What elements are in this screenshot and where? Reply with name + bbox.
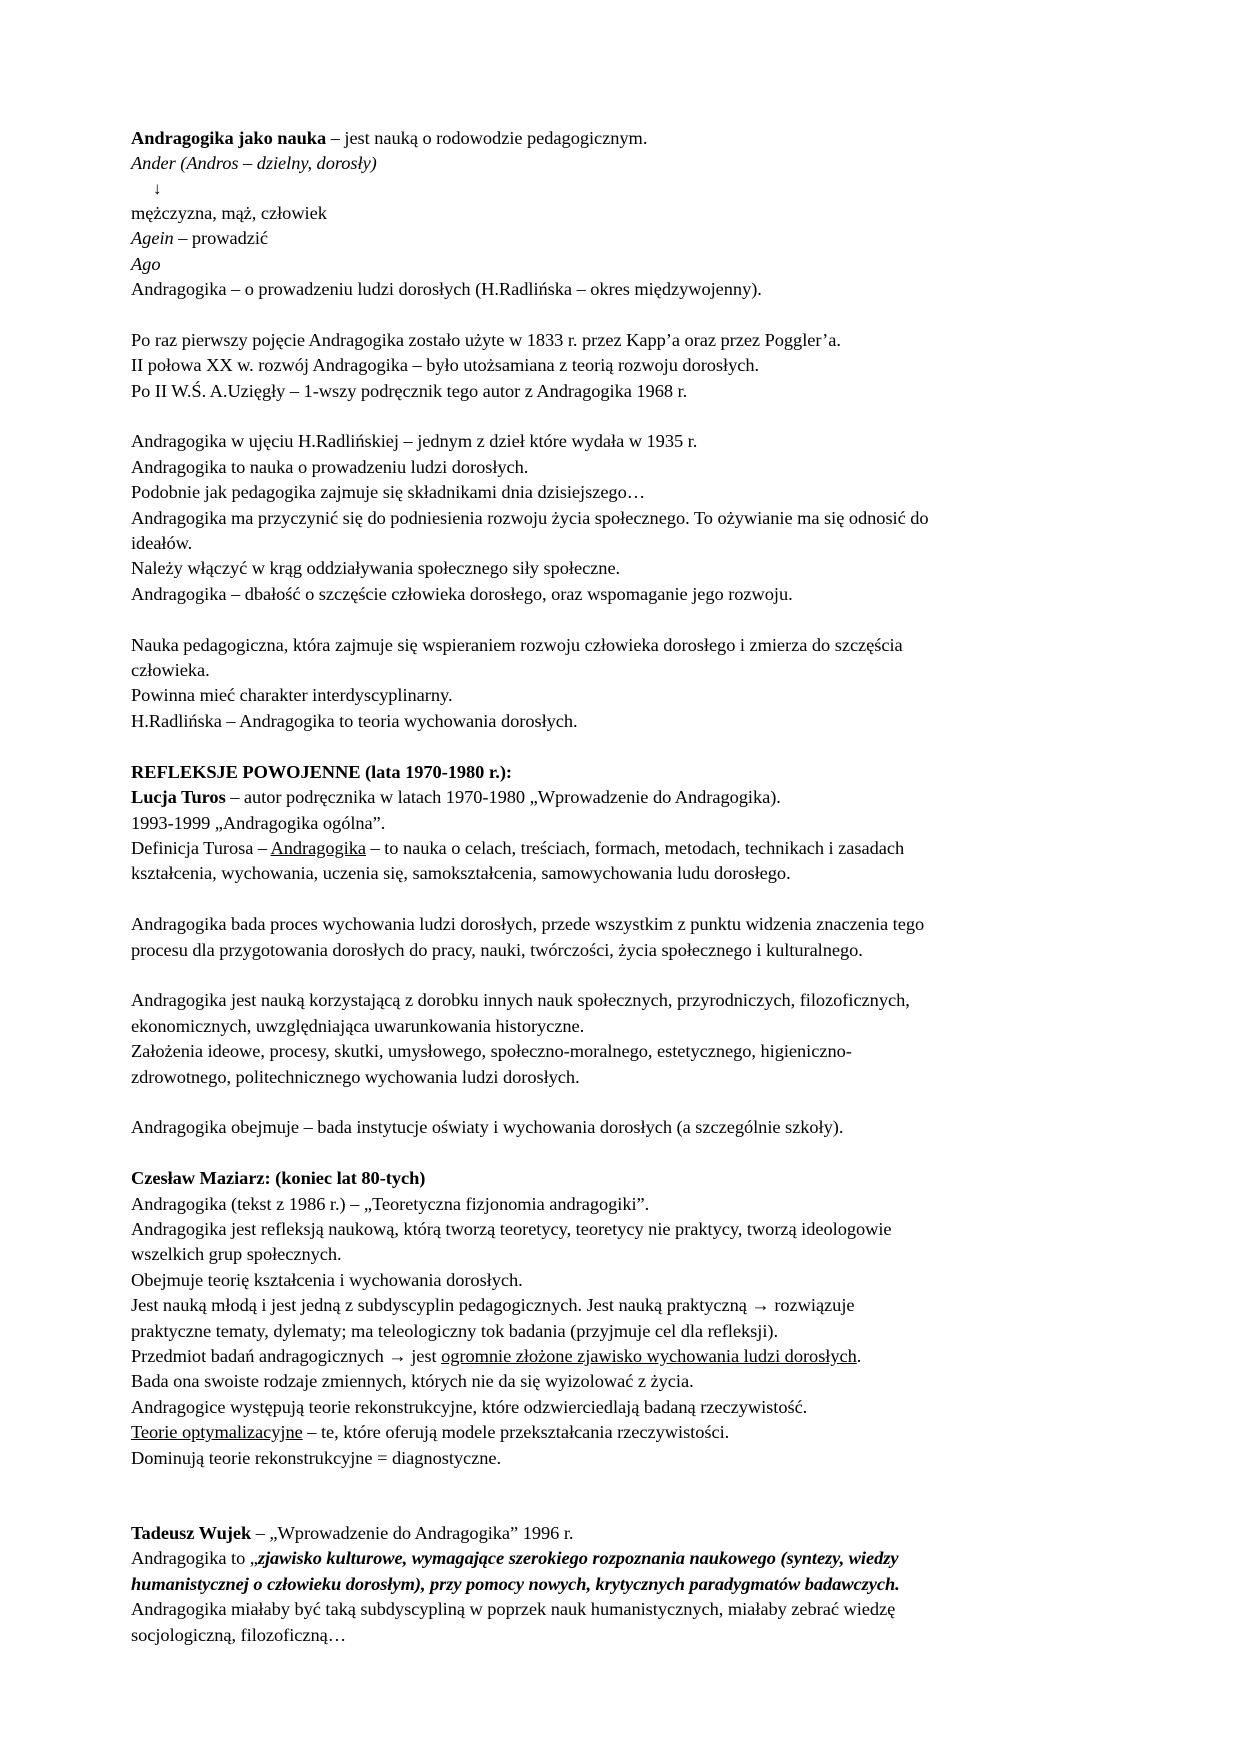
text-span: H.Radlińska – Andragogika to teoria wychowania dorosłych. xyxy=(131,710,578,731)
paragraph-block xyxy=(131,633,937,735)
text-span: Andragogika miałaby być taką subdyscypliną w poprzek nauk humanistycznych, miałaby zebrać wiedzę socjologiczną, filozoficzną… xyxy=(131,1599,900,1645)
paragraph-spacer xyxy=(131,734,937,759)
text-span: Należy włączyć w krąg oddziaływania społecznego siły społeczne. xyxy=(131,558,621,579)
text-line xyxy=(131,201,937,226)
paragraph-spacer xyxy=(131,607,937,632)
text-span: Andragogika w ujęciu H.Radlińskiej – jednym z dzieł które wydała w 1935 r. xyxy=(131,431,698,452)
text-line xyxy=(131,836,937,887)
text-span: REFLEKSJE POWOJENNE (lata 1970-1980 r.): xyxy=(131,761,512,782)
text-span: Andragogika to nauka o prowadzeniu ludzi dorosłych. xyxy=(131,456,529,477)
text-line xyxy=(131,582,937,607)
text-span: Andragogika bada proces wychowania ludzi dorosłych, przede wszystkim z punktu widzenia znaczenia tego procesu dla przygotowania dorosłych do pracy, nauki, twórczości, życia społecznego i kulturalnego. xyxy=(131,914,929,960)
text-span: – dzielny, dorosły) xyxy=(238,153,377,174)
text-line xyxy=(131,1546,937,1597)
text-line xyxy=(131,1369,937,1394)
text-span: . xyxy=(856,1345,862,1366)
text-span: Andragogika jest nauką korzystającą z dorobku innych nauk społecznych, przyrodniczych, filozoficznych, ekonomicznych, uwzględniająca uwarunkowania historyczne. xyxy=(131,990,915,1036)
text-span: Andragogika jest refleksją naukową, którą tworzą teoretycy, teoretycy nie praktycy, tworzą ideologowie wszelkich grup społecznych. xyxy=(131,1218,897,1265)
text-line xyxy=(131,1446,937,1471)
text-line xyxy=(131,811,937,836)
text-span: Andros xyxy=(186,153,239,174)
text-span: Andragogika (tekst z 1986 r.) – „Teoretyczna fizjonomia andragogiki”. xyxy=(131,1193,650,1214)
text-line xyxy=(131,429,937,454)
text-span: Andragogika – o prowadzeniu ludzi dorosłych (H.Radlińska – okres międzywojenny). xyxy=(131,279,762,300)
text-span: Andragogice występują teorie rekonstrukcyjne, które odzwierciedlają badaną rzeczywistość. xyxy=(131,1396,808,1417)
text-line xyxy=(131,353,937,378)
text-span: Andragogika ma przyczynić się do podniesienia rozwoju życia społecznego. To ożywianie ma się odnosić do ideałów. xyxy=(131,507,934,554)
text-span: Dominują teorie rekonstrukcyjne = diagnostyczne. xyxy=(131,1447,502,1468)
paragraph-block xyxy=(131,201,937,303)
text-line xyxy=(131,760,937,785)
down-arrow-icon xyxy=(131,177,937,201)
paragraph-block xyxy=(131,912,937,963)
text-span: Definicja Turosa – xyxy=(131,837,271,858)
text-span: Andragogika obejmuje – bada instytucje oświaty i wychowania dorosłych (a szczególnie szkoły). xyxy=(131,1117,844,1138)
text-line xyxy=(131,988,937,1039)
text-line xyxy=(131,912,937,963)
document-body xyxy=(131,126,937,1648)
text-line xyxy=(131,1268,937,1293)
text-span: Ago xyxy=(131,253,161,274)
text-span: Podobnie jak pedagogika zajmuje się składnikami dnia dzisiejszego… xyxy=(131,482,646,503)
text-span: – to nauka o celach, treściach, formach, metodach, technikach i zasadach kształcenia, wychowania, uczenia się, samokształcenia, samowychowania ludu dorosłego. xyxy=(131,837,909,884)
text-span: Po II W.Ś. A.Uzięgły – 1-wszy podręcznik tego autor z Andragogika 1968 r. xyxy=(131,380,688,401)
text-span: Przedmiot badań andragogicznych → jest xyxy=(131,1345,442,1366)
paragraph-spacer xyxy=(131,963,937,988)
paragraph-block xyxy=(131,328,937,404)
text-line xyxy=(131,480,937,505)
text-line xyxy=(131,455,937,480)
text-line xyxy=(131,633,937,684)
text-line xyxy=(131,1217,937,1268)
paragraph-block xyxy=(131,988,937,1090)
text-line xyxy=(131,277,937,302)
text-span: 1993-1999 „Andragogika ogólna”. xyxy=(131,812,386,833)
arrow-glyph: ↓ xyxy=(153,178,162,198)
text-line xyxy=(131,1293,937,1344)
text-span: Powinna mieć charakter interdyscyplinarny. xyxy=(131,685,453,706)
text-span: Lucja Turos xyxy=(131,787,226,808)
paragraph-block xyxy=(131,1115,937,1140)
text-span: – „Wprowadzenie do Andragogika” 1996 r. xyxy=(251,1523,574,1543)
text-line xyxy=(131,1395,937,1420)
text-span: Teorie optymalizacyjne xyxy=(131,1422,303,1443)
text-span: Andragogika – dbałość o szczęście człowieka dorosłego, oraz wspomaganie jego rozwoju. xyxy=(131,583,793,604)
text-span: ogromnie złożone zjawisko wychowania ludzi dorosłych xyxy=(441,1345,857,1366)
text-line xyxy=(131,1039,937,1090)
text-line xyxy=(131,252,937,277)
text-span: Jest nauką młodą i jest jedną z subdyscyplin pedagogicznych. Jest nauką praktyczną → rozwiązuje praktyczne tematy, dylematy; ma teleologiczny tok badania (przyjmuje cel dla refleksji). xyxy=(131,1295,860,1341)
text-span: Tadeusz Wujek xyxy=(131,1523,252,1543)
text-line xyxy=(131,506,937,557)
text-line xyxy=(131,1192,937,1217)
text-span: Andragogika jako nauka xyxy=(131,128,327,148)
text-span: Czesław Maziarz: (koniec lat 80-tych) xyxy=(131,1168,426,1189)
text-line xyxy=(131,379,937,404)
paragraph-spacer xyxy=(131,1090,937,1115)
paragraph-spacer xyxy=(131,887,937,912)
text-line xyxy=(131,1344,937,1369)
text-line xyxy=(131,328,937,353)
text-span: Po raz pierwszy pojęcie Andragogika zostało użyte w 1833 r. przez Kapp’a oraz przez Poggler’a. xyxy=(131,329,841,350)
text-line xyxy=(131,556,937,581)
text-span: – prowadzić xyxy=(173,228,269,249)
text-line xyxy=(131,1597,937,1648)
text-span: Andragogika xyxy=(270,837,366,858)
text-line xyxy=(131,1521,937,1546)
text-line xyxy=(131,151,937,176)
text-span: – te, które oferują modele przekształcania rzeczywistości. xyxy=(302,1422,730,1443)
paragraph-block xyxy=(131,1166,937,1471)
text-span: Andragogika to „ xyxy=(131,1548,258,1569)
paragraph-block xyxy=(131,1521,937,1648)
text-span: mężczyzna, mąż, człowiek xyxy=(131,202,327,223)
text-span: zjawisko kulturowe, wymagające szerokiego rozpoznania naukowego (syntezy, wiedzy humanistycznej o człowieku dorosłym), przy pomocy nowych, krytycznych paradygmatów badawczych. xyxy=(131,1548,903,1594)
text-span: – autor podręcznika w latach 1970-1980 „Wprowadzenie do Andragogika). xyxy=(225,787,781,808)
text-line xyxy=(131,785,937,810)
paragraph-block xyxy=(131,429,937,607)
paragraph-spacer xyxy=(131,1141,937,1166)
text-span: Obejmuje teorię kształcenia i wychowania dorosłych. xyxy=(131,1269,523,1290)
text-span: Nauka pedagogiczna, która zajmuje się wspieraniem rozwoju człowieka dorosłego i zmierza do szczęścia człowieka. xyxy=(131,634,908,681)
text-line xyxy=(131,126,937,151)
text-span: – jest nauką o rodowodzie pedagogicznym. xyxy=(326,128,648,148)
text-line xyxy=(131,709,937,734)
text-line xyxy=(131,1115,937,1140)
text-line xyxy=(131,1420,937,1445)
paragraph-spacer xyxy=(131,302,937,327)
text-span: Ander ( xyxy=(131,153,187,174)
paragraph-block xyxy=(131,760,937,887)
paragraph-block xyxy=(131,126,937,177)
text-line xyxy=(131,683,937,708)
text-line xyxy=(131,226,937,251)
text-span: Bada ona swoiste rodzaje zmiennych, których nie da się wyizolować z życia. xyxy=(131,1371,694,1392)
section-spacer xyxy=(131,1471,937,1521)
text-span: Założenia ideowe, procesy, skutki, umysłowego, społeczno-moralnego, estetycznego, higieniczno-zdrowotnego, politechnicznego wychowania ludzi dorosłych. xyxy=(131,1041,852,1087)
text-span: Agein xyxy=(131,228,174,249)
paragraph-spacer xyxy=(131,404,937,429)
text-line xyxy=(131,1166,937,1191)
text-span: II połowa XX w. rozwój Andragogika – było utożsamiana z teorią rozwoju dorosłych. xyxy=(131,355,760,376)
